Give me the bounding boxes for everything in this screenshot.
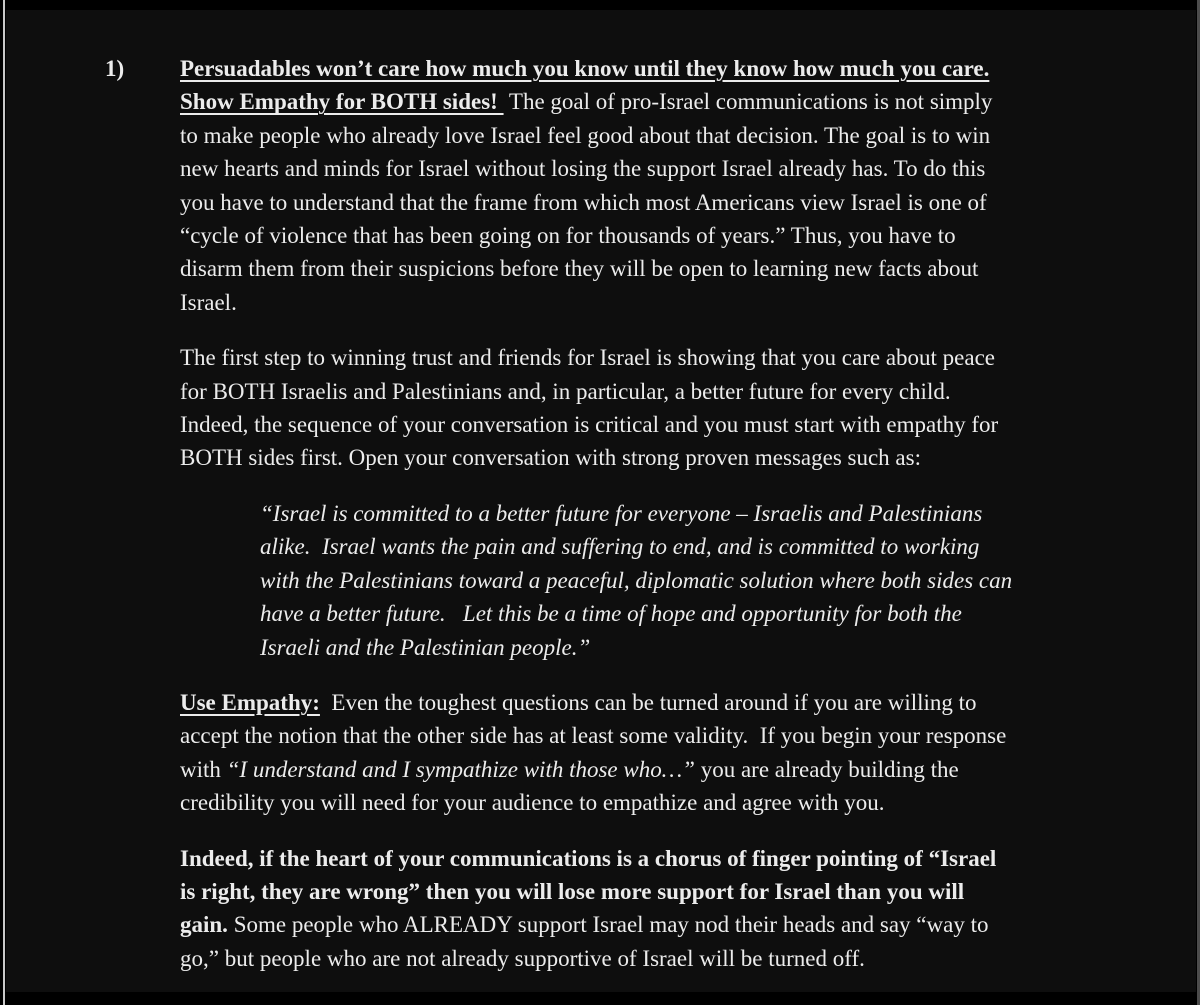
text-segment: BOTH sides first. Open your conversation with strong proven messages such as: <box>180 445 921 471</box>
text-line <box>260 497 1112 530</box>
text-segment: with the Palestinians toward a peaceful, diplomatic solution where both sides can <box>260 567 1013 593</box>
text-line <box>180 219 1112 252</box>
paragraph-first-step <box>180 341 1112 475</box>
text-segment: “I understand and I sympathize with those who…” <box>226 756 695 782</box>
text-segment: new hearts and minds for Israel without losing the support Israel already has. To do this <box>180 156 986 182</box>
text-line <box>260 564 1112 597</box>
paragraph-persuadables <box>180 52 1112 319</box>
text-segment: The goal of pro-Israel communications is not simply <box>503 89 993 115</box>
text-segment: Persuadables won’t care how much you know until they know how much you care. <box>180 56 990 81</box>
text-segment: The first step to winning trust and friends for Israel is showing that you care about peace <box>180 345 995 371</box>
text-line <box>180 686 1112 719</box>
text-line <box>180 441 1112 474</box>
text-segment: gain. <box>180 912 228 938</box>
text-segment: Show Empathy for BOTH sides! <box>180 89 504 115</box>
text-line <box>180 85 1112 118</box>
text-line <box>180 908 1112 941</box>
text-line <box>260 597 1112 630</box>
text-line <box>180 119 1112 152</box>
text-segment: go,” but people who are not already supportive of Israel will be turned off. <box>180 945 865 971</box>
text-segment: Even the toughest questions can be turned around if you are willing to <box>319 689 977 715</box>
text-line <box>180 52 1112 85</box>
text-line <box>180 375 1112 408</box>
text-line <box>180 152 1112 185</box>
text-segment: alike. Israel wants the pain and suffering to end, and is committed to working <box>260 534 980 560</box>
text-line <box>180 341 1112 374</box>
paragraph-indeed-finger-pointing <box>180 842 1112 976</box>
text-line <box>180 942 1112 975</box>
text-segment: to make people who already love Israel feel good about that decision. The goal is to win <box>180 122 991 148</box>
text-segment: “Israel is committed to a better future for everyone – Israelis and Palestinians <box>260 500 983 526</box>
document-body <box>180 52 1112 997</box>
list-number: 1) <box>105 56 125 81</box>
text-line <box>180 753 1112 786</box>
paragraph-use-empathy <box>180 686 1112 820</box>
text-segment: Use Empathy: <box>180 689 320 715</box>
text-line <box>260 530 1112 563</box>
text-line <box>180 875 1112 908</box>
text-segment: credibility you will need for your audience to empathize and agree with you. <box>180 790 885 816</box>
text-segment: Israel. <box>180 289 237 315</box>
text-segment: Israeli and the Palestinian people.” <box>260 634 591 660</box>
text-segment: accept the notion that the other side has at least some validity. If you begin your response <box>180 723 1007 749</box>
text-line <box>180 408 1112 441</box>
text-segment: with <box>180 756 227 782</box>
text-line <box>260 631 1112 664</box>
text-segment: “cycle of violence that has been going on for thousands of years.” Thus, you have to <box>180 223 956 249</box>
text-segment: Some people who ALREADY support Israel may nod their heads and say “way to <box>227 912 989 938</box>
text-segment: have a better future. Let this be a time of hope and opportunity for both the <box>260 601 962 627</box>
text-segment: Indeed, if the heart of your communications is a chorus of finger pointing of “Israel <box>180 845 997 871</box>
text-line <box>180 786 1112 819</box>
text-line <box>180 252 1112 285</box>
text-segment: you are already building the <box>694 756 959 782</box>
text-segment: is right, they are wrong” then you will lose more support for Israel than you will <box>180 878 965 904</box>
text-line <box>180 842 1112 875</box>
text-segment: disarm them from their suspicions before they will be open to learning new facts about <box>180 256 979 282</box>
quote-paragraph-israel-committed <box>260 497 1112 664</box>
text-segment: for BOTH Israelis and Palestinians and, in particular, a better future for every child. <box>180 378 951 404</box>
text-segment: Indeed, the sequence of your conversation is critical and you must start with empathy for <box>180 412 999 438</box>
text-segment: you have to understand that the frame from which most Americans view Israel is one of <box>180 189 987 215</box>
text-line <box>180 719 1112 752</box>
text-line <box>180 186 1112 219</box>
text-line <box>180 286 1112 319</box>
